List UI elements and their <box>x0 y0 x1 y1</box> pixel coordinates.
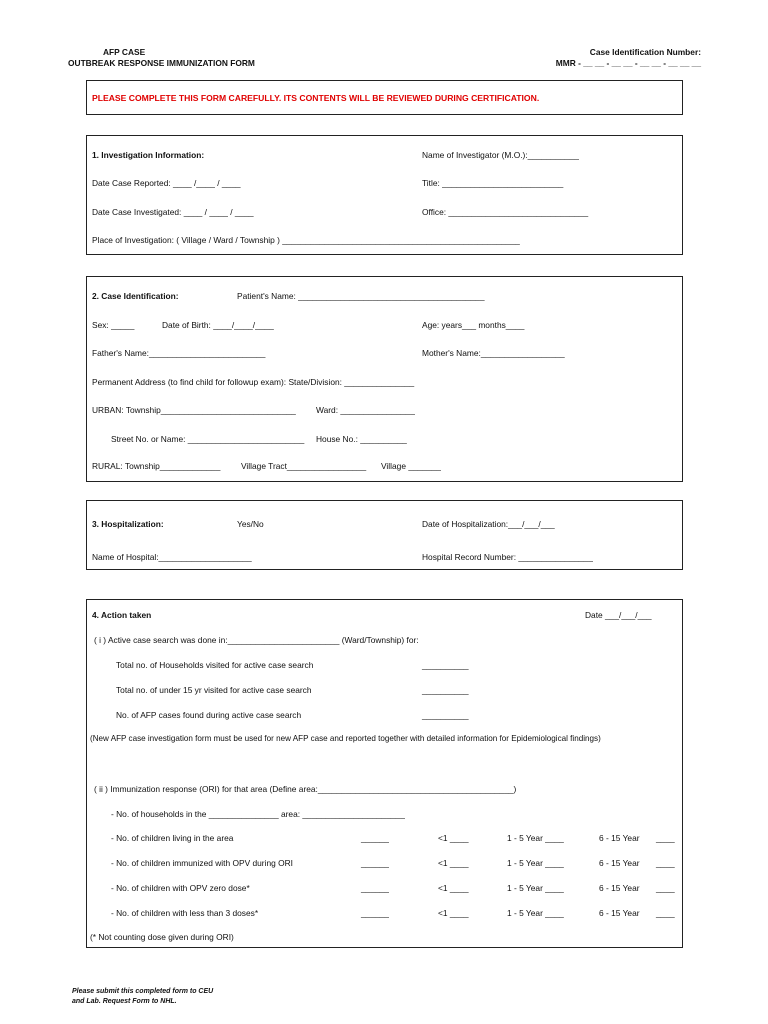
section1-title: 1. Investigation Information: <box>92 150 205 160</box>
notice-text: PLEASE COMPLETE THIS FORM CAREFULLY. ITS CONTENTS WILL BE REVIEWED DURING CERTIFICATION. <box>92 93 540 103</box>
ori-households-field[interactable]: - No. of households in the _______________ area: ______________________ <box>111 809 405 819</box>
age-field[interactable]: Age: years___ months____ <box>422 320 525 330</box>
active-case-search-field[interactable]: ( i ) Active case search was done in:________________________ (Ward/Township) for: <box>94 635 419 645</box>
date-of-hospitalization-field[interactable]: Date of Hospitalization:___/___/___ <box>422 519 555 529</box>
date-of-birth-field[interactable]: Date of Birth: ____/____/____ <box>162 320 274 330</box>
under15-visited-field[interactable]: __________ <box>422 685 469 695</box>
ori-area-field[interactable]: ( ii ) Immunization response (ORI) for that area (Define area:__________________________________________) <box>94 784 517 794</box>
row-children-living-1-5[interactable]: 1 - 5 Year ____ <box>507 833 564 843</box>
households-visited-label: Total no. of Households visited for active case search <box>116 660 314 670</box>
section-action-taken <box>86 599 683 948</box>
row-opv-zero-dose-6-15-label: 6 - 15 Year <box>599 883 640 893</box>
village-field[interactable]: Village _______ <box>381 461 441 471</box>
section2-title: 2. Case Identification: <box>92 291 179 301</box>
row-children-living-6-15[interactable]: ____ <box>656 833 675 843</box>
permanent-address-field[interactable]: Permanent Address (to find child for followup exam): State/Division: _______________ <box>92 377 415 387</box>
row-opv-zero-dose-total[interactable]: ______ <box>361 883 389 893</box>
ward-field[interactable]: Ward: ________________ <box>316 405 415 415</box>
row-less-3-doses-1-5[interactable]: 1 - 5 Year ____ <box>507 908 564 918</box>
row-less-3-doses-lt1[interactable]: <1 ____ <box>438 908 469 918</box>
section3-title: 3. Hospitalization: <box>92 519 164 529</box>
action-date-field[interactable]: Date ___/___/___ <box>585 610 652 620</box>
section-hospitalization <box>86 500 683 570</box>
patient-name-field[interactable]: Patient's Name: ________________________________________ <box>237 291 485 301</box>
row-opv-zero-dose-6-15[interactable]: ____ <box>656 883 675 893</box>
row-immunized-opv-total[interactable]: ______ <box>361 858 389 868</box>
sex-field[interactable]: Sex: _____ <box>92 320 135 330</box>
row-less-3-doses-6-15-label: 6 - 15 Year <box>599 908 640 918</box>
hospital-name-field[interactable]: Name of Hospital:____________________ <box>92 552 252 562</box>
case-id-number-field[interactable]: MMR - __ __ - __ __ - __ __ - __ __ __ <box>555 58 701 68</box>
row-less-3-doses-total[interactable]: ______ <box>361 908 389 918</box>
row-children-living-total[interactable]: ______ <box>361 833 389 843</box>
row-immunized-opv-1-5[interactable]: 1 - 5 Year ____ <box>507 858 564 868</box>
row-children-living-6-15-label: 6 - 15 Year <box>599 833 640 843</box>
row-less-3-doses-label: - No. of children with less than 3 doses* <box>111 908 259 918</box>
row-children-living-lt1[interactable]: <1 ____ <box>438 833 469 843</box>
afp-cases-found-field[interactable]: __________ <box>422 710 469 720</box>
investigator-name-field[interactable]: Name of Investigator (M.O.):___________ <box>422 150 579 160</box>
row-immunized-opv-lt1[interactable]: <1 ____ <box>438 858 469 868</box>
footer-line2: and Lab. Request Form to NHL. <box>72 998 177 1005</box>
street-field[interactable]: Street No. or Name: _________________________ <box>111 434 305 444</box>
rural-township-field[interactable]: RURAL: Township_____________ <box>92 461 221 471</box>
father-name-field[interactable]: Father's Name:_________________________ <box>92 348 266 358</box>
place-of-investigation-field[interactable]: Place of Investigation: ( Village / Ward / Township ) ___________________________________________________ <box>92 235 520 245</box>
under15-visited-label: Total no. of under 15 yr visited for active case search <box>116 685 312 695</box>
section-case-identification <box>86 276 683 482</box>
hospital-record-number-field[interactable]: Hospital Record Number: ________________ <box>422 552 593 562</box>
date-investigated-field[interactable]: Date Case Investigated: ____ / ____ / ____ <box>92 207 254 217</box>
row-children-living-label: - No. of children living in the area <box>111 833 234 843</box>
row-immunized-opv-6-15[interactable]: ____ <box>656 858 675 868</box>
households-visited-field[interactable]: __________ <box>422 660 469 670</box>
footer-line1: Please submit this completed form to CEU <box>72 988 214 995</box>
ori-footnote: (* Not counting dose given during ORI) <box>90 932 234 942</box>
section4-title: 4. Action taken <box>92 610 152 620</box>
form-title-line2: OUTBREAK RESPONSE IMMUNIZATION FORM <box>68 58 255 68</box>
hospitalization-yes-no[interactable]: Yes/No <box>237 519 264 529</box>
office-field[interactable]: Office: ______________________________ <box>422 207 589 217</box>
date-reported-field[interactable]: Date Case Reported: ____ /____ / ____ <box>92 178 241 188</box>
row-opv-zero-dose-label: - No. of children with OPV zero dose* <box>111 883 250 893</box>
notice-box <box>86 80 683 115</box>
afp-cases-found-label: No. of AFP cases found during active case search <box>116 710 302 720</box>
row-immunized-opv-6-15-label: 6 - 15 Year <box>599 858 640 868</box>
row-immunized-opv-label: - No. of children immunized with OPV during ORI <box>111 858 293 868</box>
row-less-3-doses-6-15[interactable]: ____ <box>656 908 675 918</box>
village-tract-field[interactable]: Village Tract_________________ <box>241 461 367 471</box>
new-afp-note: (New AFP case investigation form must be used for new AFP case and reported together with detailed information for Epidemiological findings) <box>90 734 601 743</box>
section-investigation <box>86 135 683 255</box>
house-no-field[interactable]: House No.: __________ <box>316 434 407 444</box>
title-field[interactable]: Title: __________________________ <box>422 178 564 188</box>
form-title-line1: AFP CASE <box>103 47 146 57</box>
urban-township-field[interactable]: URBAN: Township_____________________________ <box>92 405 296 415</box>
row-opv-zero-dose-1-5[interactable]: 1 - 5 Year ____ <box>507 883 564 893</box>
mother-name-field[interactable]: Mother's Name:__________________ <box>422 348 565 358</box>
row-opv-zero-dose-lt1[interactable]: <1 ____ <box>438 883 469 893</box>
case-id-label: Case Identification Number: <box>589 47 701 57</box>
